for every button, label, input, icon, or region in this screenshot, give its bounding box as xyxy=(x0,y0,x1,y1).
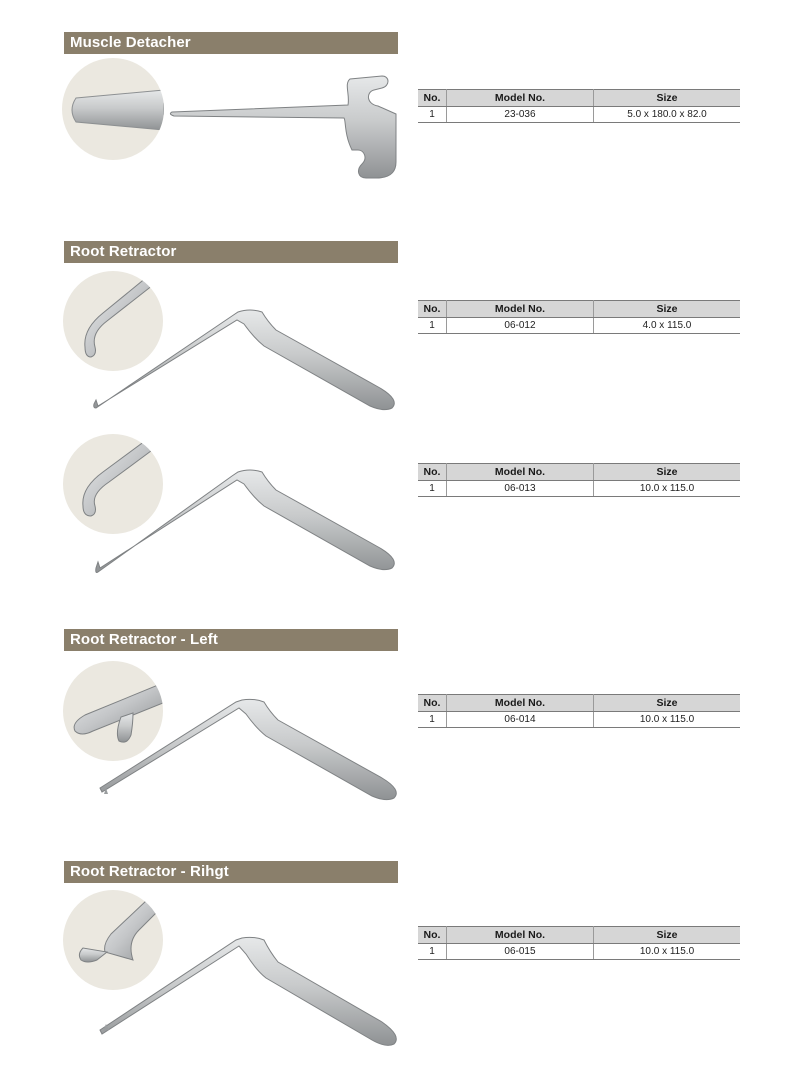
muscle-detacher-detail-image xyxy=(62,58,164,160)
header-size: Size xyxy=(594,301,741,318)
cell-model: 06-015 xyxy=(447,944,594,960)
header-no: No. xyxy=(418,464,447,481)
spec-table-06-013 xyxy=(418,463,740,497)
header-no: No. xyxy=(418,301,447,318)
table-header-row xyxy=(418,695,740,712)
cell-size: 10.0 x 115.0 xyxy=(594,712,741,728)
table-header-row xyxy=(418,927,740,944)
root-retractor-06-013-image xyxy=(92,468,402,574)
root-retractor-right-image xyxy=(96,936,402,1050)
cell-model: 23-036 xyxy=(447,107,594,123)
cell-no: 1 xyxy=(418,318,447,334)
cell-model: 06-014 xyxy=(447,712,594,728)
spec-table-06-015 xyxy=(418,926,740,960)
header-size: Size xyxy=(594,464,741,481)
table-row xyxy=(418,481,740,497)
cell-no: 1 xyxy=(418,481,447,497)
table-header-row xyxy=(418,90,740,107)
header-no: No. xyxy=(418,695,447,712)
section-title-root-retractor-right: Root Retractor - Rihgt xyxy=(64,861,398,883)
table-row xyxy=(418,944,740,960)
header-size: Size xyxy=(594,90,741,107)
cell-size: 10.0 x 115.0 xyxy=(594,944,741,960)
root-retractor-left-image xyxy=(96,698,402,804)
cell-no: 1 xyxy=(418,107,447,123)
table-row xyxy=(418,318,740,334)
table-row xyxy=(418,712,740,728)
table-row xyxy=(418,107,740,123)
spec-table-06-014 xyxy=(418,694,740,728)
header-no: No. xyxy=(418,90,447,107)
spec-table-06-012 xyxy=(418,300,740,334)
section-title-root-retractor-left: Root Retractor - Left xyxy=(64,629,398,651)
cell-size: 5.0 x 180.0 x 82.0 xyxy=(594,107,741,123)
root-retractor-06-012-image xyxy=(90,308,400,412)
header-no: No. xyxy=(418,927,447,944)
table-header-row xyxy=(418,301,740,318)
cell-size: 10.0 x 115.0 xyxy=(594,481,741,497)
header-size: Size xyxy=(594,927,741,944)
header-model: Model No. xyxy=(447,927,594,944)
cell-model: 06-013 xyxy=(447,481,594,497)
muscle-detacher-image xyxy=(168,74,408,186)
table-header-row xyxy=(418,464,740,481)
cell-no: 1 xyxy=(418,712,447,728)
header-model: Model No. xyxy=(447,464,594,481)
header-model: Model No. xyxy=(447,695,594,712)
section-title-muscle-detacher: Muscle Detacher xyxy=(64,32,398,54)
header-model: Model No. xyxy=(447,90,594,107)
header-size: Size xyxy=(594,695,741,712)
section-title-root-retractor: Root Retractor xyxy=(64,241,398,263)
cell-model: 06-012 xyxy=(447,318,594,334)
muscle-detacher-tip-icon xyxy=(62,58,164,160)
cell-no: 1 xyxy=(418,944,447,960)
cell-size: 4.0 x 115.0 xyxy=(594,318,741,334)
header-model: Model No. xyxy=(447,301,594,318)
spec-table-23-036 xyxy=(418,89,740,123)
